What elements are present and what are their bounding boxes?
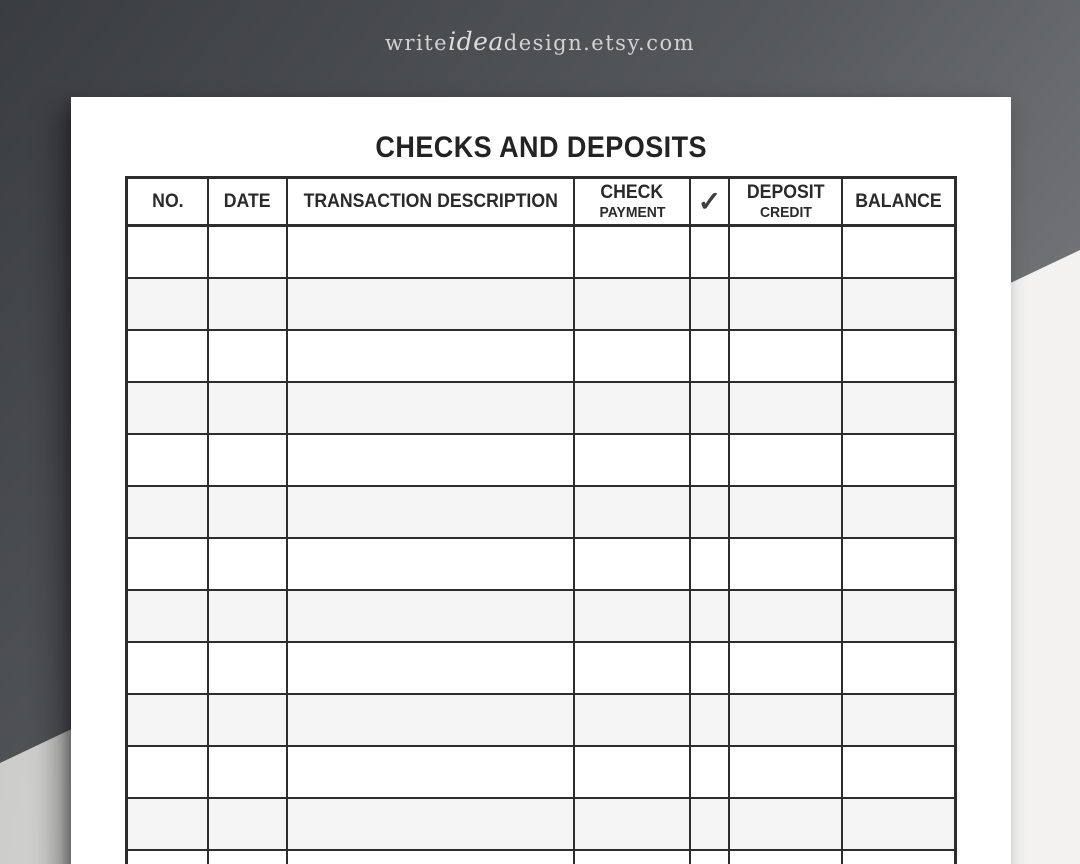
cell-date (209, 279, 288, 329)
table-row (128, 695, 954, 747)
cell-check (575, 747, 691, 797)
cell-no (128, 643, 209, 693)
cell-balance (843, 799, 954, 849)
cell-checkmark (691, 747, 730, 797)
cell-deposit (730, 487, 843, 537)
cell-no (128, 331, 209, 381)
brand-watermark (0, 27, 1080, 56)
cell-check (575, 851, 691, 864)
cell-no (128, 851, 209, 864)
table-row (128, 487, 954, 539)
cell-date (209, 435, 288, 485)
cell-checkmark (691, 331, 730, 381)
cell-no (128, 435, 209, 485)
cell-description (288, 435, 575, 485)
table-row (128, 435, 954, 487)
header-deposit-label: DEPOSIT (746, 181, 825, 203)
cell-balance (843, 435, 954, 485)
cell-check (575, 227, 691, 277)
cell-deposit (730, 539, 843, 589)
cell-date (209, 331, 288, 381)
cell-balance (843, 591, 954, 641)
cell-check (575, 643, 691, 693)
cell-description (288, 695, 575, 745)
cell-checkmark (691, 643, 730, 693)
cell-checkmark (691, 539, 730, 589)
check-icon: ✓ (697, 185, 722, 217)
cell-balance (843, 851, 954, 864)
cell-check (575, 331, 691, 381)
table-row (128, 331, 954, 383)
cell-no (128, 539, 209, 589)
cell-balance (843, 539, 954, 589)
cell-checkmark (691, 435, 730, 485)
cell-checkmark (691, 227, 730, 277)
table-header-row (128, 179, 954, 227)
header-date-label: DATE (224, 190, 271, 212)
cell-date (209, 695, 288, 745)
cell-check (575, 799, 691, 849)
cell-description (288, 487, 575, 537)
cell-deposit (730, 331, 843, 381)
header-deposit-credit (730, 179, 843, 224)
header-payment-sublabel: PAYMENT (599, 203, 665, 221)
cell-check (575, 487, 691, 537)
cell-deposit (730, 643, 843, 693)
header-date (209, 179, 288, 224)
cell-checkmark (691, 695, 730, 745)
cell-checkmark (691, 279, 730, 329)
cell-date (209, 227, 288, 277)
cell-date (209, 747, 288, 797)
cell-deposit (730, 851, 843, 864)
cell-checkmark (691, 383, 730, 433)
cell-description (288, 227, 575, 277)
cell-deposit (730, 435, 843, 485)
cell-deposit (730, 279, 843, 329)
cell-balance (843, 487, 954, 537)
table-row (128, 643, 954, 695)
header-check-payment (575, 179, 691, 224)
table-row (128, 539, 954, 591)
cell-check (575, 383, 691, 433)
header-no-label: NO. (151, 190, 184, 212)
cell-balance (843, 227, 954, 277)
cell-no (128, 591, 209, 641)
cell-date (209, 799, 288, 849)
cell-checkmark (691, 799, 730, 849)
cell-deposit (730, 383, 843, 433)
table-row (128, 591, 954, 643)
cell-description (288, 851, 575, 864)
cell-deposit (730, 227, 843, 277)
table-row (128, 747, 954, 799)
table-row (128, 799, 954, 851)
cell-date (209, 383, 288, 433)
cell-checkmark (691, 487, 730, 537)
cell-no (128, 487, 209, 537)
cell-balance (843, 643, 954, 693)
cell-check (575, 591, 691, 641)
cell-balance (843, 331, 954, 381)
table-row (128, 279, 954, 331)
cell-description (288, 279, 575, 329)
paper-sheet (71, 97, 1011, 864)
cell-no (128, 799, 209, 849)
cell-date (209, 591, 288, 641)
cell-balance (843, 747, 954, 797)
cell-deposit (730, 695, 843, 745)
register-table (125, 176, 957, 864)
cell-description (288, 539, 575, 589)
header-checkmark (691, 179, 730, 224)
watermark-suffix: design.etsy.com (503, 31, 696, 55)
cell-no (128, 747, 209, 797)
cell-description (288, 591, 575, 641)
header-check-label: CHECK (600, 181, 664, 203)
cell-checkmark (691, 851, 730, 864)
header-description (288, 179, 575, 224)
page-title-text: CHECKS AND DEPOSITS (375, 131, 707, 164)
cell-deposit (730, 591, 843, 641)
table-row (128, 383, 954, 435)
header-credit-sublabel: CREDIT (759, 203, 812, 221)
cell-no (128, 227, 209, 277)
cell-description (288, 643, 575, 693)
table-row (128, 227, 954, 279)
table-body (128, 227, 954, 864)
cell-deposit (730, 799, 843, 849)
cell-description (288, 383, 575, 433)
cell-date (209, 851, 288, 864)
cell-description (288, 747, 575, 797)
cell-balance (843, 695, 954, 745)
cell-balance (843, 383, 954, 433)
cell-check (575, 539, 691, 589)
cell-description (288, 799, 575, 849)
cell-date (209, 643, 288, 693)
header-balance-label: BALANCE (855, 190, 942, 212)
cell-date (209, 539, 288, 589)
cell-no (128, 279, 209, 329)
cell-check (575, 279, 691, 329)
table-row (128, 851, 954, 864)
header-no (128, 179, 209, 224)
cell-no (128, 383, 209, 433)
page-title (71, 131, 1011, 165)
watermark-script: idea (448, 27, 504, 56)
header-balance (843, 179, 954, 224)
cell-check (575, 435, 691, 485)
header-description-label: TRANSACTION DESCRIPTION (303, 190, 558, 212)
cell-check (575, 695, 691, 745)
cell-description (288, 331, 575, 381)
watermark-prefix: write (384, 31, 449, 55)
cell-checkmark (691, 591, 730, 641)
cell-balance (843, 279, 954, 329)
cell-no (128, 695, 209, 745)
cell-deposit (730, 747, 843, 797)
cell-date (209, 487, 288, 537)
